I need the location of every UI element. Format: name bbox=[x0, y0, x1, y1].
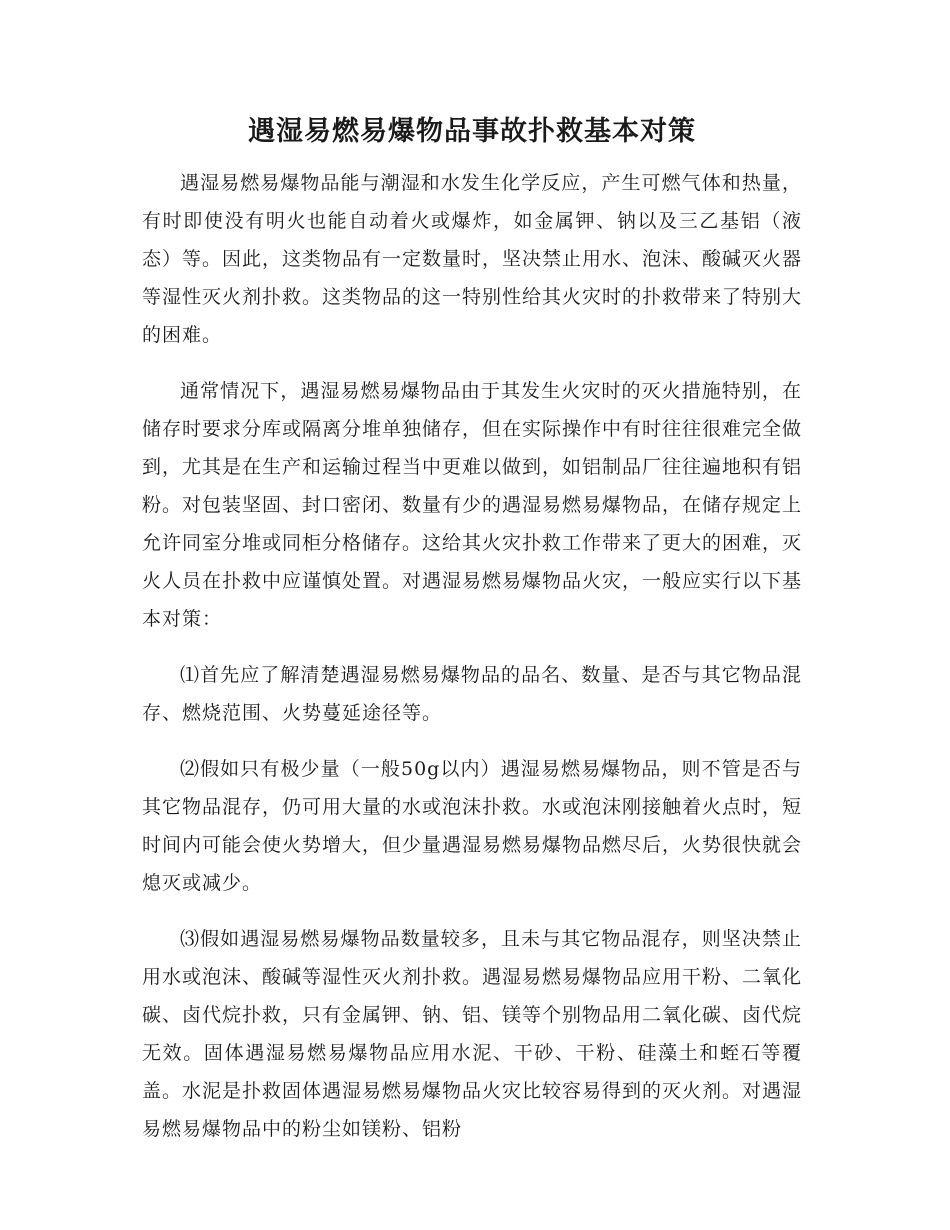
document-title: 遇湿易燃易爆物品事故扑救基本对策 bbox=[248, 116, 696, 147]
paragraph-item-1: ⑴首先应了解清楚遇湿易燃易爆物品的品名、数量、是否与其它物品混存、燃烧范围、火势蔓延途径等。 bbox=[142, 664, 802, 724]
paragraph-item-2: ⑵假如只有极少量（一般50g以内）遇湿易燃易爆物品，则不管是否与其它物品混存，仍可用大量的水或泡沫扑救。水或泡沫刚接触着火点时，短时间内可能会使火势增大，但少量遇湿易燃易爆物品燃尽后，火势很快就会熄灭或减少。 bbox=[142, 758, 803, 894]
paragraph-intro: 遇湿易燃易爆物品能与潮湿和水发生化学反应，产生可燃气体和热量，有时即使没有明火也能自动着火或爆炸，如金属钾、钠以及三乙基铝（液态）等。因此，这类物品有一定数量时，坚决禁止用水、泡沫、酸碱灭火器等湿性灭火剂扑救。这类物品的这一特别性给其火灾时的扑救带来了特别大的困难。 bbox=[142, 172, 803, 346]
document-page bbox=[142, 112, 802, 1166]
paragraph-storage: 通常情况下，遇湿易燃易爆物品由于其发生火灾时的灭火措施特别，在储存时要求分库或隔离分堆单独储存，但在实际操作中有时往往很难完全做到，尤其是在生产和运输过程当中更难以做到，如铝制品厂往往遍地积有铝粉。对包装坚固、封口密闭、数量有少的遇湿易燃易爆物品，在储存规定上允许同室分堆或同柜分格储存。这给其火灾扑救工作带来了更大的困难，灭火人员在扑救中应谨慎处置。对遇湿易燃易爆物品火灾，一般应实行以下基本对策： bbox=[142, 380, 803, 630]
paragraph-item-3: ⑶假如遇湿易燃易爆物品数量较多，且未与其它物品混存，则坚决禁止用水或泡沫、酸碱等湿性灭火剂扑救。遇湿易燃易爆物品应用干粉、二氧化碳、卤代烷扑救，只有金属钾、钠、铝、镁等个别物品用二氧化碳、卤代烷无效。固体遇湿易燃易爆物品应用水泥、干砂、干粉、硅藻土和蛭石等覆盖。水泥是扑救固体遇湿易燃易爆物品火灾比较容易得到的灭火剂。对遇湿易燃易爆物品中的粉尘如镁粉、铝粉 bbox=[142, 928, 803, 1140]
